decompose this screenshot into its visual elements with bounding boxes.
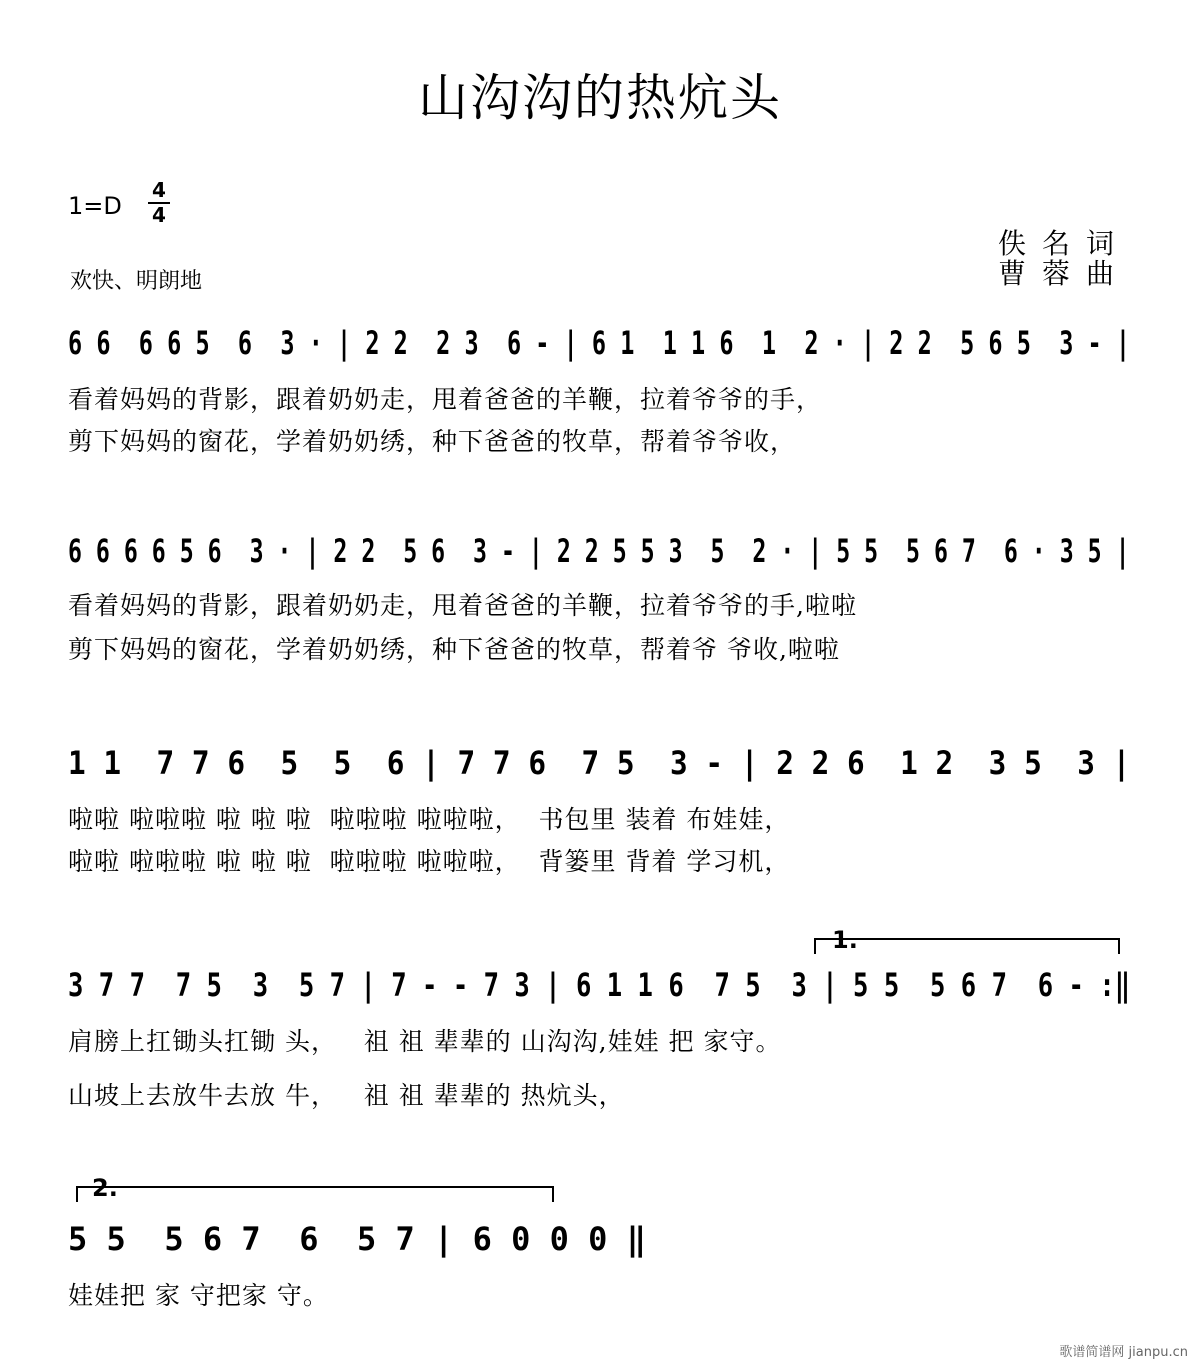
notation-line-2: 6 6 6 6 5 6 3 · | 2 2 5 6 3 - | 2 2 5 5 3 5 2 · | 5 5 5 6 7 6 · 3 5 | <box>68 532 1130 570</box>
tempo-marking: 欢快、明朗地 <box>70 269 203 294</box>
lyric-line-4-verse-2: 山坡上去放牛去放 牛， 祖 祖 辈辈的 热炕头， <box>68 1081 625 1110</box>
lyric-line-2-verse-2: 剪下妈妈的窗花，学着奶奶绣，种下爸爸的牧草，帮着爷 爷收,啦啦 <box>68 635 840 664</box>
time-sig-bottom: 4 <box>152 203 166 227</box>
volta-label-2: 2. <box>92 1174 118 1202</box>
lyric-line-5-verse-1: 娃娃把 家 守把家 守。 <box>68 1281 329 1310</box>
time-signature <box>148 180 170 226</box>
time-sig-top: 4 <box>152 178 166 202</box>
lyric-line-3-verse-2: 啦啦 啦啦啦 啦 啦 啦 啦啦啦 啦啦啦， 背篓里 背着 学习机， <box>68 847 791 876</box>
volta-bracket-2 <box>76 1186 554 1202</box>
lyric-line-1-verse-1: 看着妈妈的背影，跟着奶奶走，甩着爸爸的羊鞭，拉着爷爷的手， <box>68 385 823 414</box>
lyric-line-1-verse-2: 剪下妈妈的窗花，学着奶奶绣，种下爸爸的牧草，帮着爷爷收， <box>68 427 797 456</box>
lyric-line-4-verse-1: 肩膀上扛锄头扛锄 头， 祖 祖 辈辈的 山沟沟,娃娃 把 家守。 <box>68 1027 782 1056</box>
notation-line-3: 1 1 7 7 6 5 5 6 | 7 7 6 7 5 3 - | 2 2 6 1 2 3 5 3 | <box>68 744 1131 782</box>
song-title: 山沟沟的热炕头 <box>418 69 782 127</box>
notation-line-1: 6 6 6 6 5 6 3 · | 2 2 2 3 6 - | 6 1 1 1 6 1 2 · | 2 2 5 6 5 3 - | <box>68 324 1131 362</box>
notation-line-4: 3 7 7 7 5 3 5 7 | 7 - - 7 3 | 6 1 1 6 7 5 3 | 5 5 5 6 7 6 - :‖ <box>68 966 1131 1004</box>
watermark: 歌谱简谱网 jianpu.cn <box>1059 1345 1188 1360</box>
notation-line-5: 5 5 5 6 7 6 5 7 | 6 0 0 0 ‖ <box>68 1220 646 1258</box>
volta-label-1: 1. <box>832 926 858 954</box>
volta-bracket-1 <box>814 938 1120 954</box>
lyric-line-2-verse-1: 看着妈妈的背影，跟着奶奶走，甩着爸爸的羊鞭，拉着爷爷的手,啦啦 <box>68 591 857 620</box>
key-signature: 1=D <box>68 192 122 220</box>
composer-credit: 曹蓉曲 <box>997 257 1130 290</box>
lyricist-credit: 佚名词 <box>997 227 1130 260</box>
lyric-line-3-verse-1: 啦啦 啦啦啦 啦 啦 啦 啦啦啦 啦啦啦， 书包里 装着 布娃娃， <box>68 805 791 834</box>
